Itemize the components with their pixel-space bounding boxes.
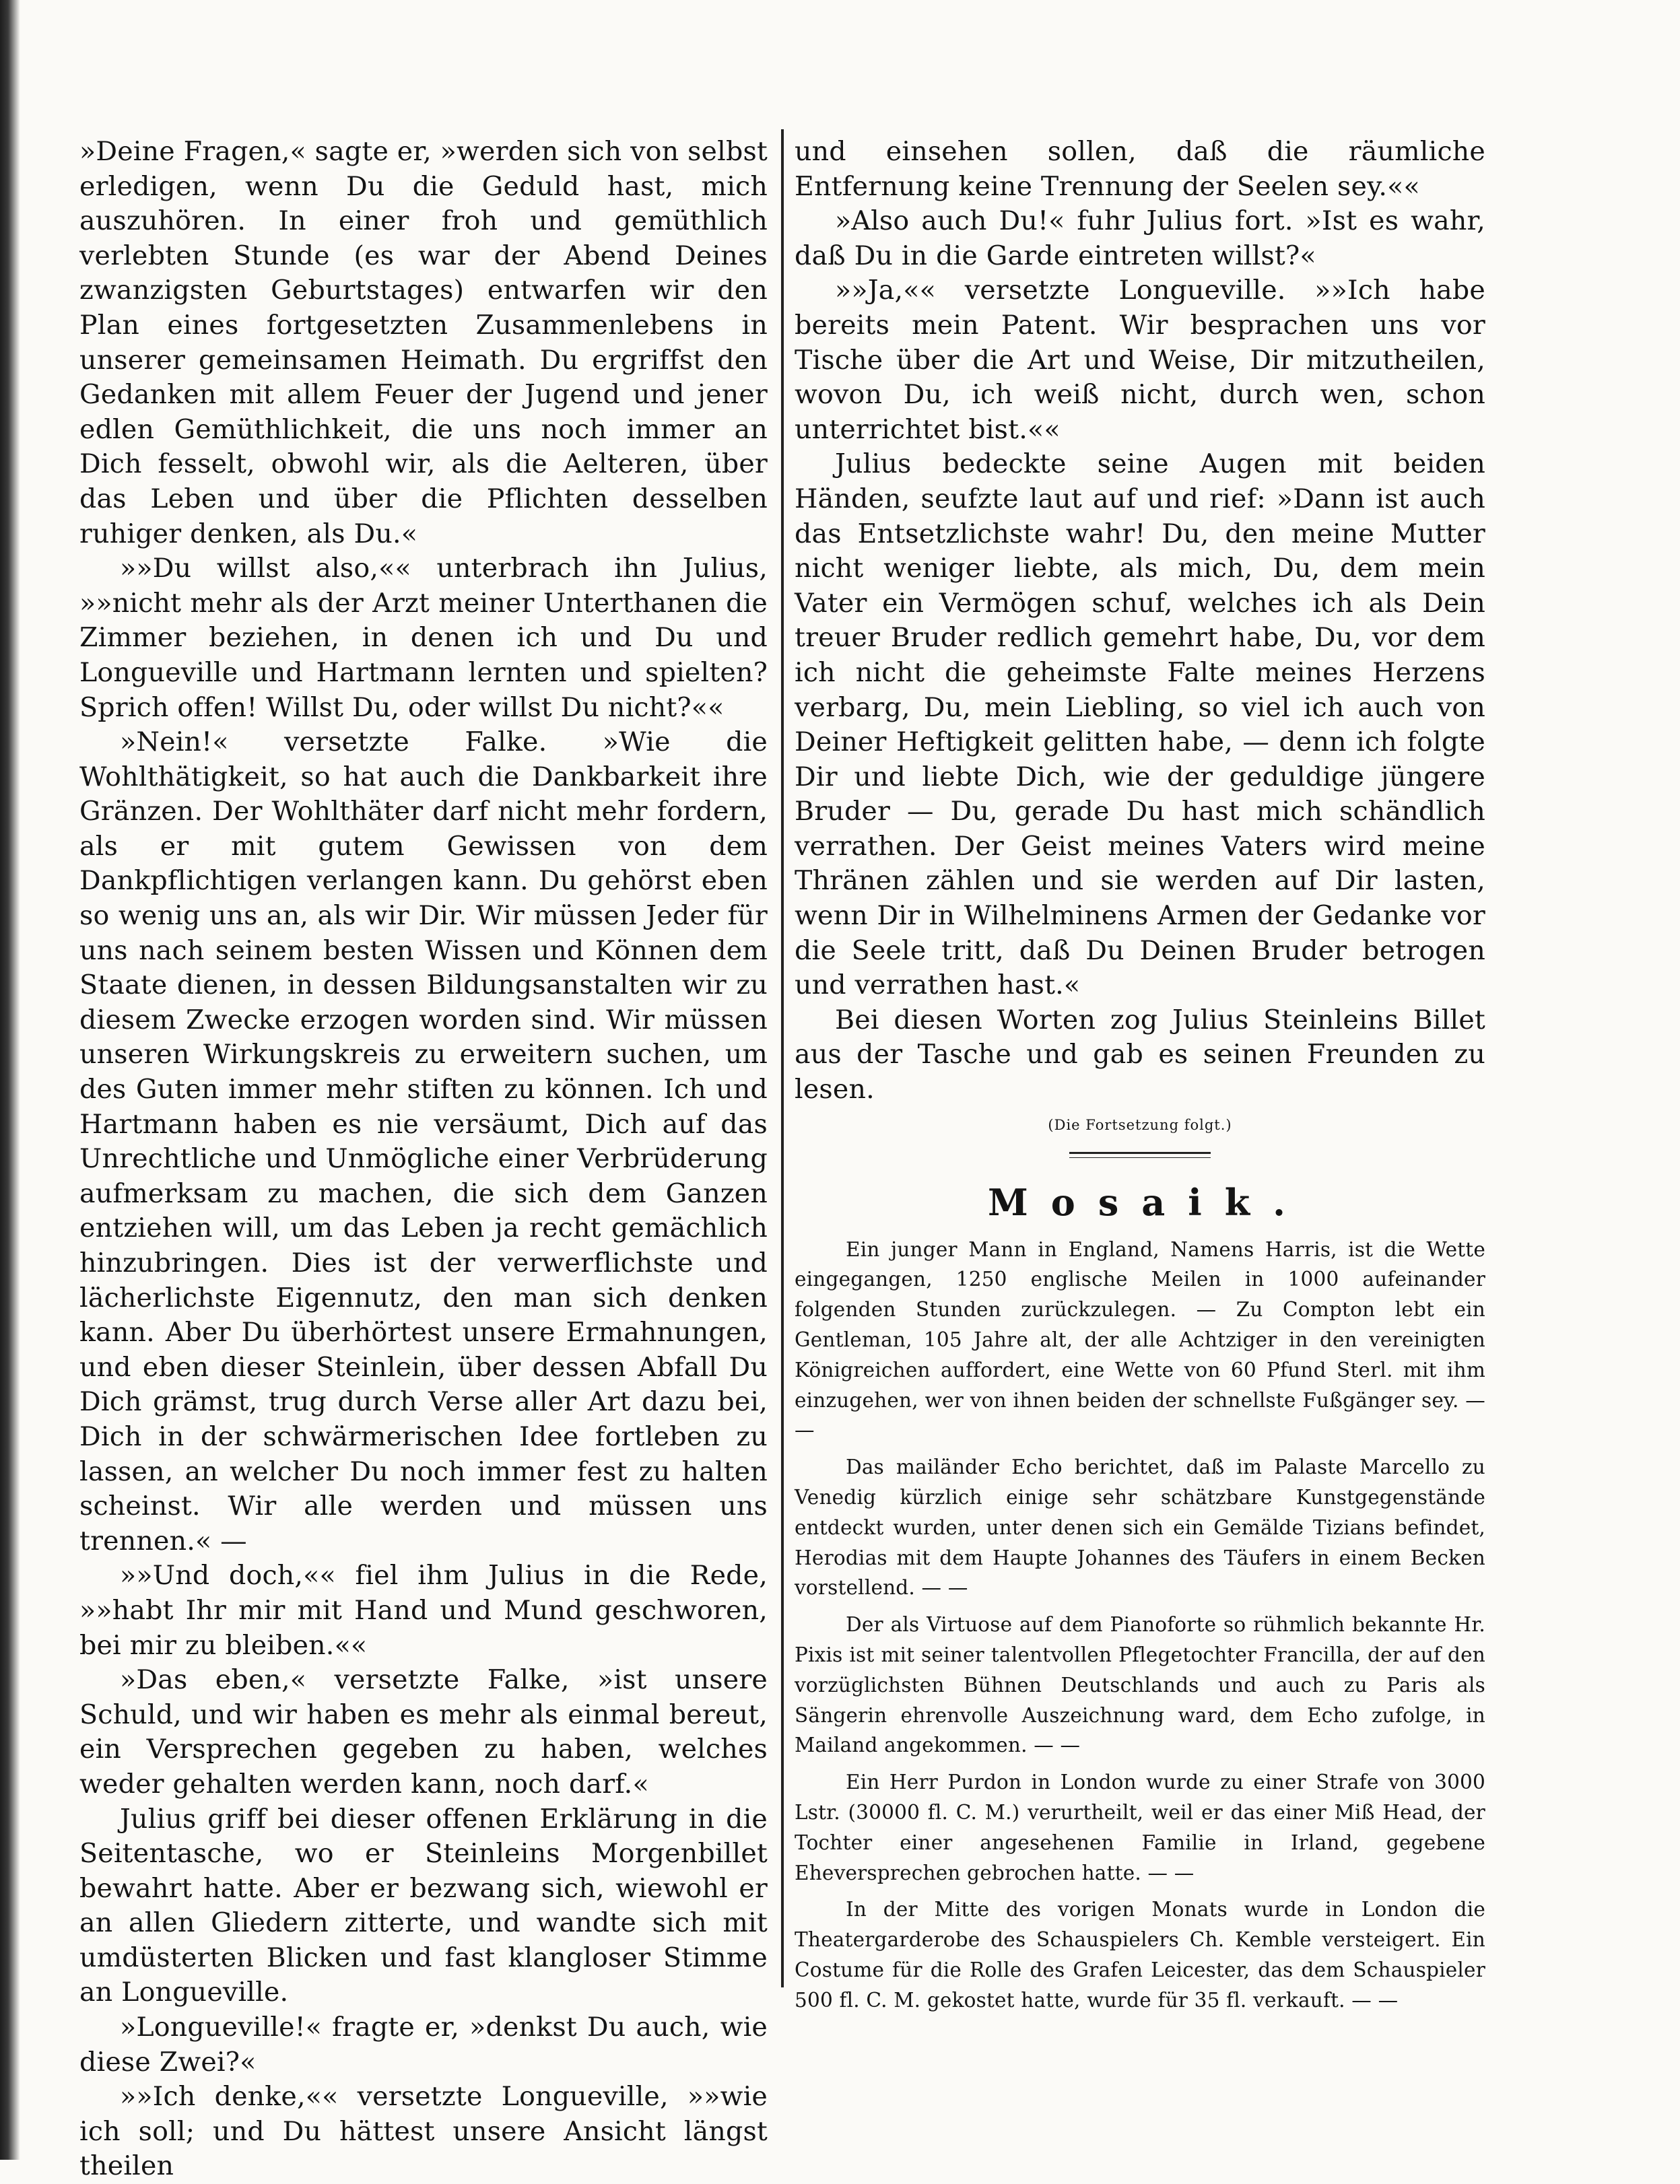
left-paragraph-8: »»Ich denke,«« versetzte Longueville, »»wie ich soll; und Du hättest unsere Ansicht längst theilen bbox=[79, 2081, 768, 2182]
section-rule bbox=[1069, 1152, 1211, 1158]
continued-note: (Die Fortsetzung folgt.) bbox=[1048, 1116, 1232, 1133]
right-column bbox=[795, 135, 1485, 2016]
right-paragraph-4: Bei diesen Worten zog Julius Steinleins Billet aus der Tasche und gab es seinen Freunden zu lesen. bbox=[795, 1004, 1485, 1105]
column-divider bbox=[781, 129, 784, 1987]
misc-item-3: Der als Virtuose auf dem Pianoforte so rühmlich bekannte Hr. Pixis ist mit seiner talentvollen Pflegetochter Francilla, der auf den vorzüglichsten Bühnen Deutschlands und auch zu Paris als Sängerin ehrenvolle Auszeichnung ward, dem Echo zufolge, in Mailand angekommen. — — bbox=[795, 1613, 1485, 1757]
misc-item-4: Ein Herr Purdon in London wurde zu einer Strafe von 3000 Lstr. (30000 fl. C. M.) verurtheilt, weil er das einer Miß Head, der Tochter einer angesehenen Familie in Irland, gegebene Eheversprechen gebrochen hatte. — — bbox=[795, 1771, 1485, 1884]
left-paragraph-4: »»Und doch,«« fiel ihm Julius in die Rede, »»habt Ihr mir mit Hand und Mund geschworen, bei mir zu bleiben.«« bbox=[79, 1560, 768, 1661]
right-paragraph-1: »Also auch Du!« fuhr Julius fort. »Ist es wahr, daß Du in die Garde eintreten willst?« bbox=[795, 205, 1485, 271]
right-continuation: und einsehen sollen, daß die räumliche Entfernung keine Trennung der Seelen sey.«« bbox=[795, 136, 1485, 202]
left-paragraph-2: »»Du willst also,«« unterbrach ihn Julius, »»nicht mehr als der Arzt meiner Unterthanen die Zimmer beziehen, in denen ich und Du und Longueville und Hartmann lernten und spielten? Sprich offen! Willst Du, oder willst Du nicht?«« bbox=[79, 553, 768, 723]
misc-item-1: Ein junger Mann in England, Namens Harris, ist die Wette eingegangen, 1250 englische Meilen in 1000 aufeinander folgenden Stunden zurückzulegen. — Zu Compton lebt ein Gentleman, 105 Jahre alt, der alle Achtziger in den vereinigten Königreichen auffordert, eine Wette von 60 Pfund Sterl. mit ihm einzugehen, wer von ihnen beiden der schnellste Fußgänger sey. — — bbox=[795, 1237, 1485, 1442]
section-title: Mosaik. bbox=[988, 1180, 1308, 1224]
left-column bbox=[79, 135, 768, 2184]
left-paragraph-7: »Longueville!« fragte er, »denkst Du auch, wie diese Zwei?« bbox=[79, 2012, 768, 2078]
right-paragraph-2: »»Ja,«« versetzte Longueville. »»Ich habe bereits mein Patent. Wir besprachen uns vor Tische über die Art und Weise, Dir mitzutheilen, wovon Du, ich weiß nicht, durch wen, schon unterrichtet bist.«« bbox=[795, 275, 1485, 445]
left-paragraph-6: Julius griff bei dieser offenen Erklärung in die Seitentasche, wo er Steinleins Morgenbillet bewahrt hatte. Aber er bezwang sich, wiewohl er an allen Gliedern zitterte, und wandte sich mit umdüsterten Blicken und fast klangloser Stimme an Longueville. bbox=[79, 1803, 768, 2008]
misc-item-2: Das mailänder Echo berichtet, daß im Palaste Marcello zu Venedig kürzlich einige sehr schätzbare Kunstgegenstände entdeckt wurden, unter denen sich ein Gemälde Tizians befindet, Herodias mit dem Haupte Johannes des Täufers in einem Becken vorstellend. — — bbox=[795, 1456, 1485, 1600]
left-paragraph-1: »Deine Fragen,« sagte er, »werden sich von selbst erledigen, wenn Du die Geduld hast, mich auszuhören. In einer froh und gemüthlich verlebten Stunde (es war der Abend Deines zwanzigsten Geburtstages) entwarfen wir den Plan eines fortgesetzten Zusammenlebens in unserer gemeinsamen Heimath. Du ergriffst den Gedanken mit allem Feuer der Jugend und jener edlen Gemüthlichkeit, die uns noch immer an Dich fesselt, obwohl wir, als die Aelteren, über das Leben und über die Pflichten desselben ruhiger denken, als Du.« bbox=[79, 136, 768, 549]
left-paragraph-5: »Das eben,« versetzte Falke, »ist unsere Schuld, und wir haben es mehr als einmal bereut, ein Versprechen gegeben zu haben, welches weder gehalten werden kann, noch darf.« bbox=[79, 1664, 768, 1800]
scan-binding-edge bbox=[0, 0, 20, 2160]
misc-item-5: In der Mitte des vorigen Monats wurde in London die Theatergarderobe des Schauspielers Ch. Kemble versteigert. Ein Costume für die Rolle des Grafen Leicester, das dem Schauspieler 500 fl. C. M. gekostet hatte, wurde für 35 fl. verkauft. — — bbox=[795, 1898, 1485, 2012]
right-paragraph-3: Julius bedeckte seine Augen mit beiden Händen, seufzte laut auf und rief: »Dann ist auch das Entsetzlichste wahr! Du, den meine Mutter nicht weniger liebte, als mich, Du, dem mein Vater ein Vermögen schuf, welches ich als Dein treuer Bruder redlich gemehrt habe, Du, vor dem ich nicht die geheimste Falte meines Herzens verbarg, Du, mein Liebling, so viel ich auch von Deiner Heftigkeit gelitten habe, — denn ich folgte Dir und liebte Dich, wie der geduldige jüngere Bruder — Du, gerade Du hast mich schändlich verrathen. Der Geist meines Vaters wird meine Thränen zählen und sie werden auf Dir lasten, wenn Dir in Wilhelminens Armen der Gedanke vor die Seele tritt, daß Du Deinen Bruder betrogen und verrathen hast.« bbox=[795, 448, 1485, 1001]
left-paragraph-3: »Nein!« versetzte Falke. »Wie die Wohlthätigkeit, so hat auch die Dankbarkeit ihre Gränzen. Der Wohlthäter darf nicht mehr fordern, als er mit gutem Gewissen von dem Dankpflichtigen verlangen kann. Du gehörst eben so wenig uns an, als wir Dir. Wir müssen Jeder für uns nach seinem besten Wissen und Können dem Staate dienen, in dessen Bildungsanstalten wir zu diesem Zwecke erzogen worden sind. Wir müssen unseren Wirkungskreis zu erweitern suchen, um des Guten immer mehr stiften zu können. Ich und Hartmann haben es nie versäumt, Dich auf das Unrechtliche und Unmögliche einer Verbrüderung aufmerksam zu machen, die sich dem Ganzen entziehen will, um das Leben ja recht gemächlich hinzubringen. Dies ist der verwerflichste und lächerlichste Eigennutz, den man sich denken kann. Aber Du überhörtest unsere Ermahnungen, und eben dieser Steinlein, über dessen Abfall Du Dich grämst, trug durch Verse aller Art dazu bei, Dich in der schwärmerischen Idee fortleben zu lassen, an welcher Du noch immer fest zu halten scheinst. Wir alle werden und müssen uns trennen.« — bbox=[79, 726, 768, 1557]
